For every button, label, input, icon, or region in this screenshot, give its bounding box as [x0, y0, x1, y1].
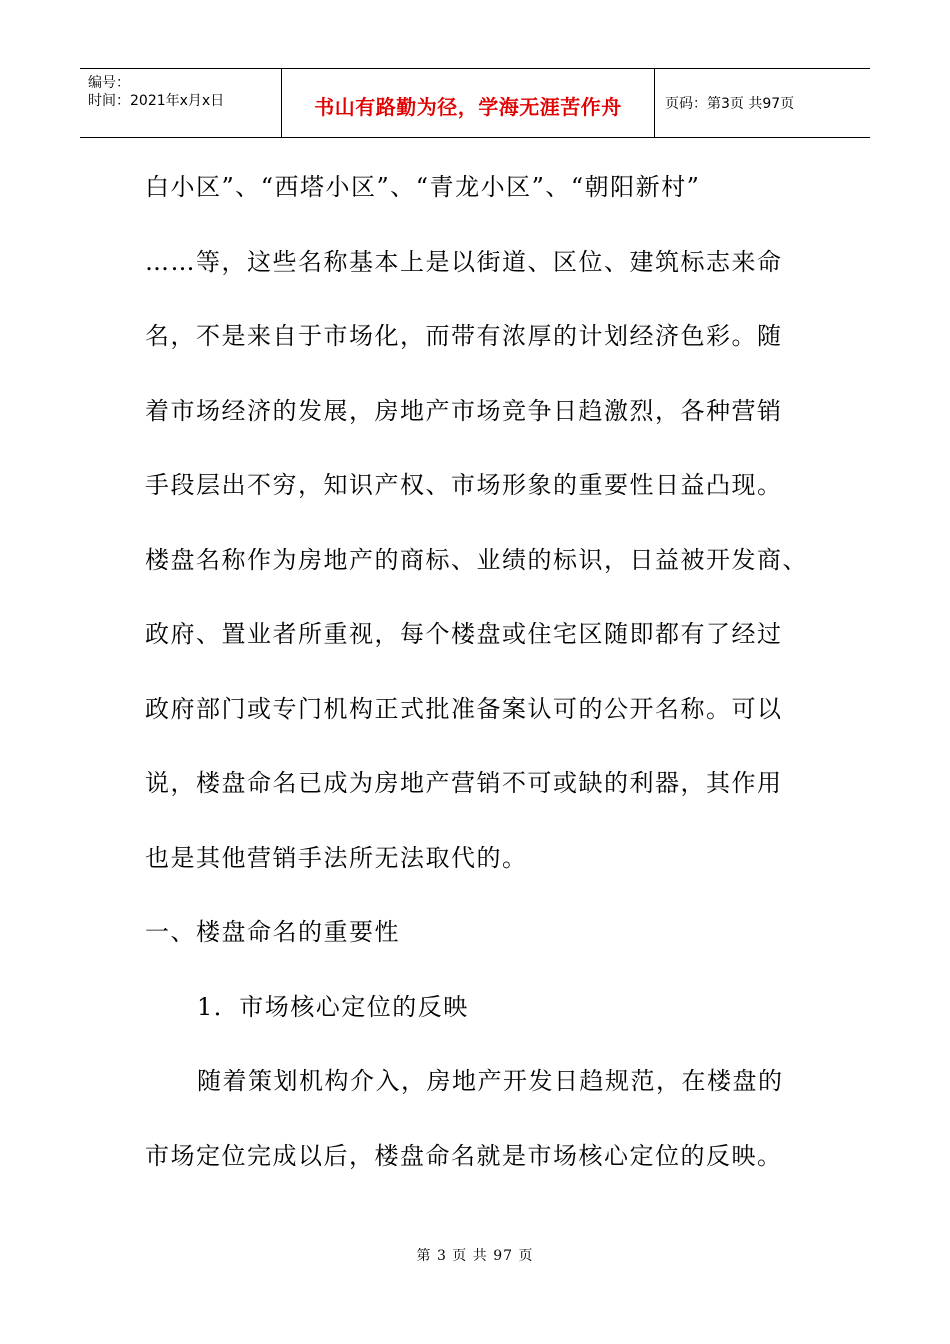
body-line: 楼盘名称作为房地产的商标、业绩的标识，日益被开发商、: [145, 545, 808, 574]
body-line: 也是其他营销手法所无法取代的。: [145, 843, 528, 872]
paragraph-line: 随着策划机构介入，房地产开发日趋规范，在楼盘的: [197, 1067, 784, 1095]
body-line: 政府部门或专门机构正式批准备案认可的公开名称。可以: [145, 694, 783, 723]
body-line: ……等，这些名称基本上是以街道、区位、建筑标志来命: [145, 247, 783, 276]
header-meta-cell: [80, 69, 282, 137]
serial-number-label: 编号：: [88, 75, 130, 91]
body-line: 政府、置业者所重视，每个楼盘或住宅区随即都有了经过: [145, 620, 783, 648]
page-footer: 第 3 页 共 97 页: [416, 1248, 534, 1264]
document-header: [80, 68, 870, 138]
header-motto-cell: [282, 69, 655, 137]
body-line: 着市场经济的发展，房地产市场竞争日趋激烈，各种营销: [145, 396, 783, 425]
header-motto: 书山有路勤为径，学海无涯苦作舟: [314, 94, 622, 119]
body-line: 说，楼盘命名已成为房地产营销不可或缺的利器，其作用: [145, 769, 783, 797]
document-body: [145, 155, 808, 1198]
subsection-heading: 1．市场核心定位的反映: [197, 992, 469, 1021]
body-line: 名，不是来自于市场化，而带有浓厚的计划经济色彩。随: [145, 322, 783, 350]
paragraph-line: 市场定位完成以后，楼盘命名就是市场核心定位的反映。: [145, 1141, 783, 1170]
body-line: 手段层出不穷，知识产权、市场形象的重要性日益凸现。: [145, 471, 783, 499]
body-line: 白小区”、“西塔小区”、“青龙小区”、“朝阳新村”: [145, 173, 701, 201]
header-page-info: 页码：第3页 共97页: [665, 96, 795, 112]
date-line: 时间：2021年x月x日: [88, 93, 225, 109]
section-heading: 一、楼盘命名的重要性: [145, 918, 400, 946]
header-page-cell: [655, 69, 870, 137]
